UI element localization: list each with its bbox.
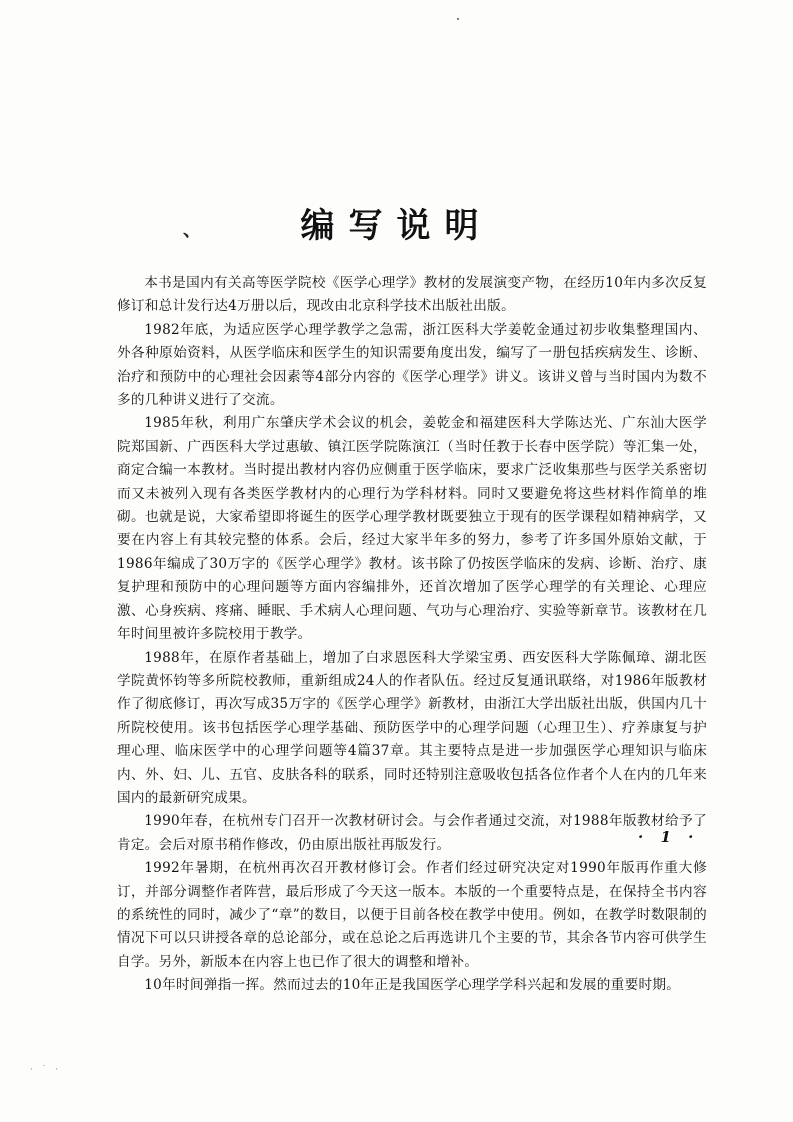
paragraph-2: 1982年底，为适应医学心理学教学之急需，浙江医科大学姜乾金通过初步收集整理国内、外各种原始资料，从医学临床和医学生的知识需要角度出发，编写了一册包括疾病发生、诊断、治疗和预防中的心理社会因素等4部分内容的《医学心理学》讲义。该讲义曾与当时国内为数不多的几种讲义进行了交流。	[117, 321, 707, 409]
paragraph-6: 1992年暑期，在杭州再次召开教材修订会。作者们经过研究决定对1990年版再作重大修订，并部分调整作者阵营，最后形成了今天这一版本。本版的一个重要特点是，在保持全书内容的系统性的同时，减少了“章”的数目，以便于目前各校在教学中使用。例如，在教学时数限制的情况下可以只讲授各章的总论部分，或在总论之后再选讲几个主要的节，其余各节内容可供学生自学。另外，新版本在内容上也已作了很大的调整和增补。	[117, 860, 707, 970]
scan-speck	[457, 18, 459, 20]
page-title: 编写说明	[300, 206, 493, 246]
paragraph-4: 1988年，在原作者基础上，增加了白求恩医科大学梁宝勇、西安医科大学陈佩璋、湖北医学院黄怀钧等多所院校教师，重新组成24人的作者队伍。经过反复通讯联络，对1986年版教材作了彻底修订，再次写成35万字的《医学心理学》新教材，由浙江大学出版社出版，供国内几十所院校使用。该书包括医学心理学基础、预防医学中的心理学问题（心理卫生）、疗养康复与护理心理、临床医学中的心理学问题等4篇37章。其主要特点是进一步加强医学心理知识与临床内、外、妇、儿、五官、皮肤各科的联系，同时还特别注意吸收包括各位作者个人在内的几年来国内的最新研究成果。	[117, 649, 707, 806]
paragraph-7: 10年时间弹指一挥。然而过去的10年正是我国医学心理学学科兴起和发展的重要时期。	[144, 977, 681, 994]
body-text	[117, 272, 707, 998]
page-number: · 1 ·	[638, 828, 700, 846]
paragraph-1: 本书是国内有关高等医学院校《医学心理学》教材的发展演变产物，在经历10年内多次反复修订和总计发行达4万册以后，现改由北京科学技术出版社出版。	[117, 275, 707, 315]
scan-edge-marks: · ˙ ·	[30, 1065, 61, 1075]
paragraph-5: 1990年春，在杭州专门召开一次教材研讨会。与会作者通过交流，对1988年版教材给予了肯定。会后对原书稍作修改，仍由原出版社再版发行。	[117, 813, 707, 853]
title-mark: 、	[183, 220, 201, 241]
paragraph-3: 1985年秋，利用广东肇庆学术会议的机会，姜乾金和福建医科大学陈达光、广东汕大医学院郑国新、广西医科大学过惠敏、镇江医学院陈演江（当时任教于长春中医学院）等汇集一处，商定合编一本教材。当时提出教材内容仍应侧重于医学临床，要求广泛收集那些与医学关系密切而又未被列入现有各类医学教材内的心理行为学科材料。同时又要避免将这些材料作简单的堆砌。也就是说，大家希望即将诞生的医学心理学教材既要独立于现有的医学课程如精神病学，又要在内容上有其较完整的体系。会后，经过大家半年多的努力，参考了许多国外原始文献，于1986年编成了30万字的《医学心理学》教材。该书除了仍按医学临床的发病、诊断、治疗、康复护理和预防中的心理问题等方面内容编排外，还首次增加了医学心理学的有关理论、心理应激、心身疾病、疼痛、睡眠、手术病人心理问题、气功与心理治疗、实验等新章节。该教材在几年时间里被许多院校用于教学。	[117, 415, 707, 643]
